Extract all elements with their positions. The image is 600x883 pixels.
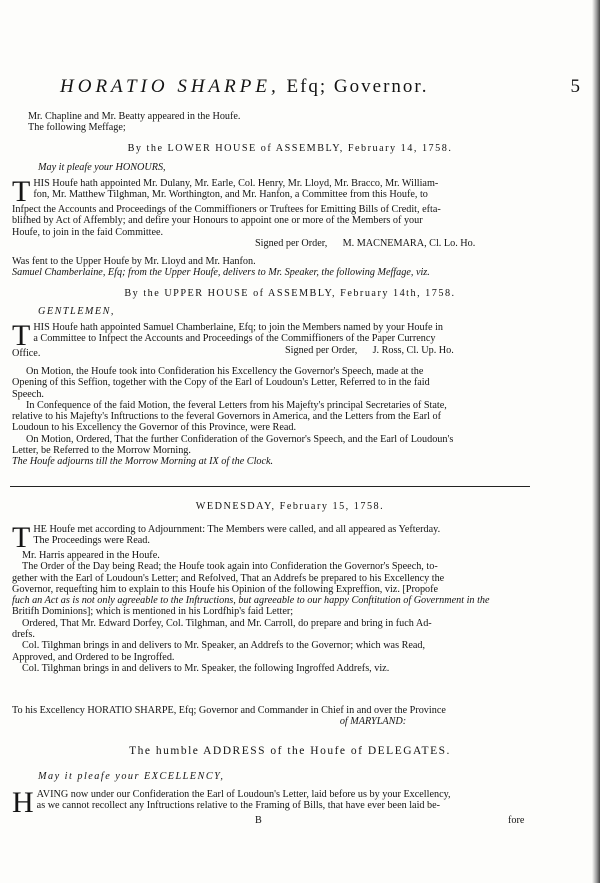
text-line: Ordered, That Mr. Edward Dorfey, Col. Tilghman, and Mr. Carroll, do prepare and bring in fuch Ad-: [22, 617, 432, 629]
message-heading-upper-house: By the UPPER HOUSE of ASSEMBLY, February 14th, 1758.: [124, 288, 456, 299]
paragraph-motions: [12, 366, 534, 468]
text-line: To his Excellency HORATIO SHARPE, Efq; Governor and Commander in Chief in and over the Province: [12, 705, 446, 716]
text-line: Loudoun to his Excellency the Governor of this Province, were Read.: [12, 422, 297, 434]
text-line: Mr. Harris appeared in the Houfe.: [22, 550, 160, 561]
running-header: [60, 76, 580, 98]
header-subtitle: Efq; Governor.: [286, 76, 429, 97]
salutation-gentlemen: GENTLEMEN,: [38, 306, 115, 317]
text-line: Office.: [12, 348, 41, 359]
paragraph-address-opening: [12, 786, 534, 819]
text-line: AVING now under our Confideration the Earl of Loudoun's Letter, laid before us by your Excellency,: [36, 789, 451, 800]
text-line: Letter, be Referred to the Morrow Morning.: [12, 445, 191, 457]
salutation-honours: May it pleafe your HONOURS,: [38, 162, 166, 173]
text-line: Col. Tilghman brings in and delivers to Mr. Speaker, the following Ingroffed Addrefs, viz.: [22, 662, 390, 674]
text-line: Samuel Chamberlaine, Efq; from the Upper Houfe, delivers to Mr. Speaker, the following Meffage, viz.: [12, 267, 430, 279]
text-line: drefs.: [12, 629, 35, 641]
text-line: Approved, and Ordered to be Ingroffed.: [12, 651, 175, 663]
text-line: Britifh Dominions]; which is mentioned in his Lordfhip's faid Letter;: [12, 606, 294, 618]
catchword: fore: [508, 815, 525, 826]
section-divider: [10, 486, 530, 487]
text-line: fuch an Act as is not only agreeable to the Inftructions, but agreeable to our happy Conftitution of Government in the: [12, 595, 490, 607]
text-line: Governor, requefting him to explain to this Houfe his Opinion of the following Expreffion, viz. [Propofe: [12, 583, 439, 595]
text-line: In Confequence of the faid Motion, the feveral Letters from his Majefty's principal Secretaries of State,: [26, 399, 447, 411]
dropcap-letter: T: [12, 175, 31, 208]
signature-upper-house: Signed per Order, J. Ross, Cl. Up. Ho.: [285, 345, 454, 356]
page-number: 5: [570, 76, 580, 97]
text-line: Mr. Chapline and Mr. Beatty appeared in the Houfe.: [28, 111, 241, 122]
header-title: HORATIO SHARPE,: [60, 76, 280, 97]
text-line: Speech.: [12, 388, 44, 400]
address-title: The humble ADDRESS of the Houfe of DELEGATES.: [129, 745, 451, 757]
address-recipient: [12, 705, 534, 728]
text-line: Infpect the Accounts and Proceedings of the Commiffioners or Truftees for Emitting Bills of Credit, efta-: [12, 204, 441, 215]
text-line: Opening of this Seffion, together with the Copy of the Earl of Loudoun's Letter, Referred to in the faid: [12, 377, 430, 389]
text-line: fon, Mr. Matthew Tilghman, Mr. Worthington, and Mr. Hanfon, a Committee from this Houfe, to: [33, 189, 428, 201]
text-line: of MARYLAND:: [339, 716, 407, 728]
text-line: The Houfe adjourns till the Morrow Morning at IX of the Clock.: [12, 456, 274, 468]
paragraph-sent-upper-house: [12, 256, 534, 279]
signature-lower-house: Signed per Order, M. MACNEMARA, Cl. Lo. Ho.: [255, 238, 476, 249]
text-line: Houfe, to join in the faid Committee.: [12, 226, 164, 238]
text-line: On Motion, Ordered, That the further Confideration of the Governor's Speech, and the Earl of Loudoun's: [26, 433, 454, 445]
paragraph-appearances: [28, 111, 528, 134]
text-line: Was fent to the Upper Houfe by Mr. Lloyd and Mr. Hanfon.: [12, 256, 256, 267]
text-line: HE Houfe met according to Adjournment: The Members were called, and all appeared as Yefterday.: [33, 524, 441, 535]
text-line: Col. Tilghman brings in and delivers to Mr. Speaker, an Addrefs to the Governor; which was Read,: [22, 640, 426, 652]
paragraph-wednesday-proceedings: [12, 521, 534, 674]
salutation-excellency: May it pleafe your EXCELLENCY,: [38, 771, 225, 782]
dropcap-letter: T: [12, 521, 31, 554]
text-line: as we cannot recollect any Inftructions relative to the Framing of Bills, that have ever been laid be-: [36, 800, 441, 812]
text-line: The Proceedings were Read.: [33, 535, 150, 547]
paragraph-lower-house-message: [12, 175, 534, 238]
dropcap-letter: T: [12, 319, 31, 352]
text-line: HIS Houfe hath appointed Mr. Dulany, Mr. Earle, Col. Henry, Mr. Lloyd, Mr. Bracco, Mr. William-: [33, 178, 439, 189]
text-line: a Committee to Infpect the Accounts and Proceedings of the Commiffioners of the Paper Currency: [33, 333, 436, 345]
message-heading-lower-house: By the LOWER HOUSE of ASSEMBLY, February 14, 1758.: [127, 143, 453, 154]
dropcap-letter: H: [12, 786, 34, 819]
text-line: The Order of the Day being Read; the Houfe took again into Confideration the Governor's Speech, to-: [22, 561, 438, 573]
text-line: HIS Houfe hath appointed Samuel Chamberlaine, Efq; to join the Members named by your Houfe in: [33, 322, 443, 333]
text-line: gether with the Earl of Loudoun's Letter; and Refolved, That an Addrefs be prepared to his Excellency the: [12, 572, 445, 584]
text-line: On Motion, the Houfe took into Confideration his Excellency the Governor's Speech, made at the: [26, 366, 424, 377]
day-heading-wednesday: WEDNESDAY, February 15, 1758.: [195, 501, 385, 512]
text-line: relative to his Majefty's Inftructions to the feveral Governors in America, and the Letters from the Earl of: [12, 411, 441, 423]
page-edge-shadow: [592, 0, 600, 883]
text-line: The following Meffage;: [28, 122, 126, 134]
signature-mark: B: [255, 815, 262, 826]
text-line: blifhed by Act of Affembly; and defire your Honours to appoint one or more of the Members of your: [12, 215, 423, 227]
